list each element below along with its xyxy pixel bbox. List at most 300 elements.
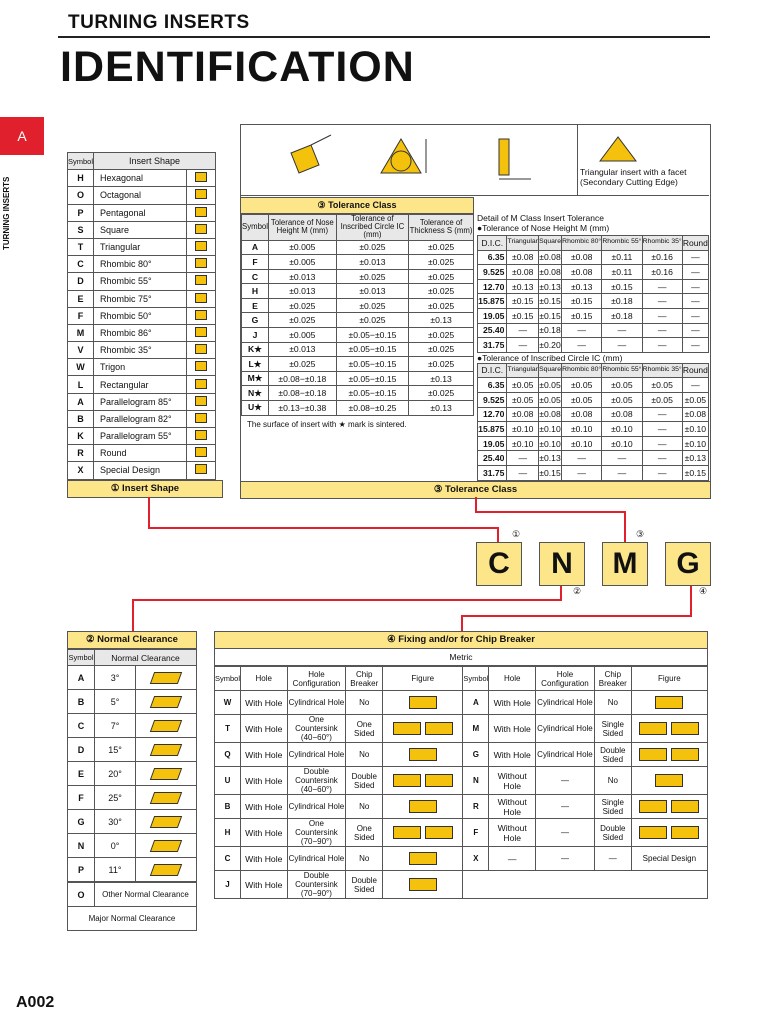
shape-symbol: O bbox=[68, 187, 94, 204]
tolerance-cell: ±0.013 bbox=[269, 342, 337, 357]
symbol-o: O bbox=[68, 883, 95, 907]
insert-shape-icon bbox=[195, 241, 207, 251]
section-tab[interactable]: A bbox=[0, 117, 44, 155]
shape-icon bbox=[187, 187, 216, 204]
table-row bbox=[68, 204, 216, 221]
shape-icon bbox=[187, 170, 216, 187]
detail-cell: ±0.15 bbox=[539, 465, 562, 480]
tolerance-symbol: E bbox=[242, 298, 269, 313]
clearance-symbol: A bbox=[68, 666, 95, 690]
table-row bbox=[68, 170, 216, 187]
tolerance-cell: ±0.025 bbox=[336, 240, 409, 255]
fixing-cell: Cylindrical Hole bbox=[536, 691, 595, 715]
col-symbol: Symbol bbox=[463, 667, 489, 691]
clearance-angle-icon bbox=[150, 840, 182, 852]
fixing-cell: Cylindrical Hole bbox=[287, 795, 346, 819]
col-hole-config: Hole Configuration bbox=[536, 667, 595, 691]
detail-cell: ±0.05 bbox=[602, 378, 642, 393]
table-row bbox=[478, 407, 709, 422]
table-row bbox=[68, 273, 216, 290]
insert-shape-icon bbox=[195, 379, 207, 389]
table-row bbox=[242, 342, 474, 357]
insert-profile-icon bbox=[393, 774, 421, 787]
table-row bbox=[68, 834, 197, 858]
metric-label: Metric bbox=[214, 649, 708, 666]
tolerance-cell: ±0.013 bbox=[336, 284, 409, 299]
detail-cell: ±0.05 bbox=[562, 392, 602, 407]
table-row bbox=[68, 221, 216, 238]
table-row bbox=[68, 462, 216, 479]
col-insert-shape: Insert Shape bbox=[94, 153, 216, 170]
fixing-cell: One Countersink (70−90°) bbox=[287, 819, 346, 847]
detail-cell: ±0.15 bbox=[602, 279, 642, 294]
table-row bbox=[68, 359, 216, 376]
table-row bbox=[68, 762, 197, 786]
insert-profile-icon bbox=[639, 722, 667, 735]
fixing-cell: No bbox=[346, 743, 383, 767]
tolerance-cell: ±0.13 bbox=[409, 313, 474, 328]
tolerance-cell: ±0.13 bbox=[409, 371, 474, 386]
fixing-cell: With Hole bbox=[489, 691, 536, 715]
fixing-cell: — bbox=[536, 795, 595, 819]
clearance-angle: 11° bbox=[95, 858, 136, 882]
col-hole: Hole bbox=[241, 667, 288, 691]
fixing-cell: With Hole bbox=[241, 767, 288, 795]
detail-cell: ±0.11 bbox=[602, 250, 642, 265]
fixing-cell: Q bbox=[215, 743, 241, 767]
insert-shape-icon bbox=[195, 361, 207, 371]
col-hole: Hole bbox=[489, 667, 536, 691]
detail-cell: 9.525 bbox=[478, 265, 507, 280]
tolerance-cell: ±0.08−±0.18 bbox=[269, 386, 337, 401]
clearance-extra-table bbox=[67, 882, 197, 931]
fixing-cell: Without Hole bbox=[489, 795, 536, 819]
insert-profile-icon bbox=[409, 800, 437, 813]
fixing-cell: Without Hole bbox=[489, 819, 536, 847]
shape-name: Special Design bbox=[94, 462, 187, 479]
fixing-cell: No bbox=[346, 691, 383, 715]
connector-line bbox=[132, 599, 134, 631]
shape-symbol: X bbox=[68, 462, 94, 479]
clearance-angle: 3° bbox=[95, 666, 136, 690]
detail-cell: — bbox=[682, 378, 708, 393]
fixing-panel bbox=[214, 631, 708, 899]
fixing-figure bbox=[631, 743, 707, 767]
shape-name: Parallelogram 85° bbox=[94, 393, 187, 410]
tolerance-cell: ±0.025 bbox=[409, 240, 474, 255]
insert-profile-icon bbox=[393, 826, 421, 839]
tolerance-cell: ±0.025 bbox=[336, 269, 409, 284]
tolerance-cell: ±0.025 bbox=[409, 298, 474, 313]
detail-cell: ±0.08 bbox=[507, 250, 539, 265]
fixing-cell: X bbox=[463, 847, 489, 871]
tolerance-top-rule bbox=[241, 195, 709, 196]
tolerance-symbol: L★ bbox=[242, 357, 269, 372]
detail-cell: 31.75 bbox=[478, 338, 507, 353]
fixing-cell: A bbox=[463, 691, 489, 715]
col-hole-config: Hole Configuration bbox=[287, 667, 346, 691]
clearance-figure bbox=[136, 858, 197, 882]
fixing-cell: — bbox=[536, 847, 595, 871]
detail-cell: ±0.05 bbox=[682, 392, 708, 407]
shape-symbol: C bbox=[68, 256, 94, 273]
clearance-angle-icon bbox=[150, 792, 182, 804]
tolerance-cell: ±0.005 bbox=[269, 328, 337, 343]
tolerance-cell: ±0.025 bbox=[409, 284, 474, 299]
clearance-figure bbox=[136, 786, 197, 810]
tolerance-symbol: G bbox=[242, 313, 269, 328]
insert-shape-icon bbox=[195, 327, 207, 337]
normal-clearance-panel bbox=[67, 631, 197, 931]
detail-header: Round bbox=[682, 363, 708, 378]
fixing-figure bbox=[631, 691, 707, 715]
detail-cell: 9.525 bbox=[478, 392, 507, 407]
fixing-cell: No bbox=[346, 795, 383, 819]
sintered-note: The surface of insert with ★ mark is sintered. bbox=[247, 419, 407, 429]
fixing-cell: Double Sided bbox=[594, 743, 631, 767]
table-row bbox=[68, 342, 216, 359]
fixing-cell: M bbox=[463, 715, 489, 743]
fixing-cell: Cylindrical Hole bbox=[536, 743, 595, 767]
tolerance-symbol: J bbox=[242, 328, 269, 343]
page-number: A002 bbox=[16, 994, 55, 1011]
code-letter-1: C bbox=[476, 542, 522, 586]
tolerance-cell: ±0.05−±0.15 bbox=[336, 357, 409, 372]
detail-cell: 6.35 bbox=[478, 250, 507, 265]
fixing-cell: — bbox=[536, 767, 595, 795]
table-row bbox=[68, 445, 216, 462]
table-row bbox=[478, 378, 709, 393]
shape-symbol: F bbox=[68, 307, 94, 324]
major-clearance: Major Normal Clearance bbox=[68, 907, 197, 931]
shape-symbol: L bbox=[68, 376, 94, 393]
insert-shape-icon bbox=[195, 447, 207, 457]
clearance-angle-icon bbox=[150, 864, 182, 876]
clearance-figure bbox=[136, 834, 197, 858]
connector-line bbox=[148, 497, 150, 527]
detail-cell: 12.70 bbox=[478, 407, 507, 422]
detail-cell: 25.40 bbox=[478, 323, 507, 338]
shape-name: Rhombic 80° bbox=[94, 256, 187, 273]
table-row bbox=[68, 376, 216, 393]
tolerance-cell: ±0.05−±0.15 bbox=[336, 371, 409, 386]
fixing-table bbox=[214, 666, 708, 899]
fixing-cell: With Hole bbox=[241, 795, 288, 819]
fixing-figure bbox=[383, 691, 463, 715]
detail-cell: — bbox=[642, 279, 682, 294]
fixing-cell: With Hole bbox=[489, 743, 536, 767]
detail-header: Rhombic 35° bbox=[642, 236, 682, 251]
shape-symbol: S bbox=[68, 221, 94, 238]
detail-cell: 15.875 bbox=[478, 422, 507, 437]
shape-name: Hexagonal bbox=[94, 170, 187, 187]
insert-shape-icon bbox=[195, 464, 207, 474]
fixing-cell: H bbox=[215, 819, 241, 847]
detail-cell: 19.05 bbox=[478, 308, 507, 323]
fixing-figure bbox=[631, 819, 707, 847]
insert-profile-icon bbox=[409, 878, 437, 891]
fixing-cell: Double Sided bbox=[594, 819, 631, 847]
fixing-cell: Without Hole bbox=[489, 767, 536, 795]
table-row bbox=[478, 465, 709, 480]
detail-cell: ±0.15 bbox=[682, 465, 708, 480]
clearance-symbol: G bbox=[68, 810, 95, 834]
table-row bbox=[242, 386, 474, 401]
table-row bbox=[68, 290, 216, 307]
connector-line bbox=[475, 511, 625, 513]
detail-header: Rhombic 80° bbox=[562, 363, 602, 378]
shape-symbol: V bbox=[68, 342, 94, 359]
col-thickness: Tolerance of Thickness S (mm) bbox=[409, 215, 474, 241]
insert-profile-icon bbox=[639, 800, 667, 813]
detail-cell: — bbox=[507, 338, 539, 353]
table-row bbox=[242, 401, 474, 416]
detail-cell: ±0.10 bbox=[539, 422, 562, 437]
fixing-cell: Cylindrical Hole bbox=[287, 743, 346, 767]
col-symbol: Symbol bbox=[242, 215, 269, 241]
detail-header: Rhombic 80° bbox=[562, 236, 602, 251]
shape-icon bbox=[187, 462, 216, 479]
detail-cell: — bbox=[602, 451, 642, 466]
shape-icon bbox=[187, 273, 216, 290]
table-row bbox=[242, 371, 474, 386]
fixing-figure bbox=[383, 715, 463, 743]
table-row bbox=[242, 298, 474, 313]
nose-title: ●Tolerance of Nose Height M (mm) bbox=[477, 223, 610, 233]
insert-shape-icon bbox=[195, 430, 207, 440]
detail-cell: ±0.08 bbox=[682, 407, 708, 422]
fixing-title: ④ Fixing and/or for Chip Breaker bbox=[214, 631, 708, 649]
insert-profile-icon bbox=[639, 748, 667, 761]
tolerance-cell: ±0.005 bbox=[269, 255, 337, 270]
table-row bbox=[478, 436, 709, 451]
shape-symbol: M bbox=[68, 324, 94, 341]
fixing-cell: With Hole bbox=[241, 715, 288, 743]
table-row bbox=[478, 323, 709, 338]
clearance-angle: 30° bbox=[95, 810, 136, 834]
detail-header: Round bbox=[682, 236, 708, 251]
col-chip-breaker: Chip Breaker bbox=[346, 667, 383, 691]
detail-cell: ±0.15 bbox=[507, 294, 539, 309]
header-row bbox=[478, 236, 709, 251]
detail-cell: ±0.08 bbox=[562, 250, 602, 265]
tolerance-symbol: N★ bbox=[242, 386, 269, 401]
shape-icon bbox=[187, 376, 216, 393]
detail-cell: ±0.13 bbox=[562, 279, 602, 294]
fixing-figure: Special Design bbox=[631, 847, 707, 871]
insert-profile-icon bbox=[393, 722, 421, 735]
detail-cell: ±0.15 bbox=[562, 294, 602, 309]
col-symbol: Symbol bbox=[68, 153, 94, 170]
tolerance-cell: ±0.025 bbox=[269, 357, 337, 372]
code-letter-4: G bbox=[665, 542, 711, 586]
detail-cell: — bbox=[642, 465, 682, 480]
table-row bbox=[242, 269, 474, 284]
detail-cell: ±0.05 bbox=[602, 392, 642, 407]
detail-cell: 19.05 bbox=[478, 436, 507, 451]
detail-cell: ±0.08 bbox=[562, 265, 602, 280]
fixing-cell: U bbox=[215, 767, 241, 795]
facet-caption: Triangular insert with a facet (Secondary Cutting Edge) bbox=[580, 167, 687, 188]
insert-shape-icon bbox=[195, 189, 207, 199]
detail-cell: ±0.16 bbox=[642, 265, 682, 280]
fixing-cell: With Hole bbox=[241, 847, 288, 871]
clearance-symbol: N bbox=[68, 834, 95, 858]
detail-cell: — bbox=[562, 465, 602, 480]
clearance-symbol: P bbox=[68, 858, 95, 882]
table-row bbox=[68, 238, 216, 255]
detail-cell: ±0.10 bbox=[602, 422, 642, 437]
tolerance-symbol: A bbox=[242, 240, 269, 255]
tolerance-cell: ±0.05−±0.15 bbox=[336, 342, 409, 357]
table-row bbox=[478, 265, 709, 280]
clearance-angle: 20° bbox=[95, 762, 136, 786]
fixing-cell: Double Sided bbox=[346, 871, 383, 899]
insert-shape-icon bbox=[195, 413, 207, 423]
clearance-angle: 5° bbox=[95, 690, 136, 714]
tolerance-symbol: H bbox=[242, 284, 269, 299]
table-row bbox=[215, 847, 708, 871]
detail-cell: ±0.05 bbox=[562, 378, 602, 393]
detail-cell: 15.875 bbox=[478, 294, 507, 309]
tolerance-cell: ±0.05−±0.15 bbox=[336, 386, 409, 401]
clearance-angle: 15° bbox=[95, 738, 136, 762]
table-row bbox=[68, 393, 216, 410]
shape-symbol: A bbox=[68, 393, 94, 410]
clearance-angle: 7° bbox=[95, 714, 136, 738]
detail-cell: — bbox=[642, 407, 682, 422]
nose-height-table bbox=[477, 235, 709, 353]
detail-header: D.I.C. bbox=[478, 363, 507, 378]
fixing-cell: — bbox=[536, 819, 595, 847]
shape-symbol: D bbox=[68, 273, 94, 290]
tolerance-cell: ±0.025 bbox=[336, 298, 409, 313]
table-row bbox=[478, 338, 709, 353]
table-row bbox=[215, 743, 708, 767]
tolerance-cell: ±0.005 bbox=[269, 240, 337, 255]
connector-line bbox=[497, 527, 499, 543]
col-normal-clearance: Normal Clearance bbox=[95, 650, 197, 666]
table-row bbox=[68, 690, 197, 714]
connector-line bbox=[461, 615, 463, 631]
detail-header: Rhombic 55° bbox=[602, 363, 642, 378]
insert-profile-icon bbox=[671, 826, 699, 839]
detail-cell: ±0.20 bbox=[539, 338, 562, 353]
detail-cell: ±0.10 bbox=[539, 436, 562, 451]
insert-profile-icon bbox=[409, 696, 437, 709]
tolerance-cell: ±0.025 bbox=[409, 328, 474, 343]
shape-name: Round bbox=[94, 445, 187, 462]
tolerance-panel bbox=[240, 124, 711, 499]
detail-header: Rhombic 35° bbox=[642, 363, 682, 378]
table-row bbox=[68, 714, 197, 738]
clearance-angle-icon bbox=[150, 720, 182, 732]
insert-shape-icon bbox=[195, 172, 207, 182]
fixing-cell: Double Countersink (70−90°) bbox=[287, 871, 346, 899]
tolerance-symbol: C bbox=[242, 269, 269, 284]
detail-cell: ±0.11 bbox=[602, 265, 642, 280]
detail-cell: ±0.16 bbox=[642, 250, 682, 265]
facet-cell bbox=[577, 125, 710, 195]
fixing-cell: Double Countersink (40−60°) bbox=[287, 767, 346, 795]
detail-cell: ±0.15 bbox=[507, 308, 539, 323]
insert-profile-icon bbox=[671, 722, 699, 735]
fixing-cell: Single Sided bbox=[594, 795, 631, 819]
detail-cell: ±0.05 bbox=[642, 378, 682, 393]
shape-symbol: H bbox=[68, 170, 94, 187]
detail-header: Triangular bbox=[507, 236, 539, 251]
connector-line bbox=[475, 497, 477, 511]
insert-shape-icon bbox=[195, 224, 207, 234]
detail-cell: — bbox=[642, 308, 682, 323]
shape-symbol: E bbox=[68, 290, 94, 307]
shape-icon bbox=[187, 238, 216, 255]
table-row bbox=[68, 738, 197, 762]
tolerance-symbol: K★ bbox=[242, 342, 269, 357]
detail-cell: — bbox=[642, 294, 682, 309]
shape-name: Octagonal bbox=[94, 187, 187, 204]
insert-shape-panel bbox=[67, 152, 223, 498]
fixing-cell: T bbox=[215, 715, 241, 743]
fixing-cell: C bbox=[215, 847, 241, 871]
clearance-angle: 25° bbox=[95, 786, 136, 810]
fixing-cell: F bbox=[463, 819, 489, 847]
tolerance-symbol: U★ bbox=[242, 401, 269, 416]
fixing-figure bbox=[383, 819, 463, 847]
shape-name: Rhombic 50° bbox=[94, 307, 187, 324]
fixing-figure bbox=[383, 871, 463, 899]
shape-icon bbox=[187, 410, 216, 427]
tolerance-class-table bbox=[241, 214, 474, 416]
table-row bbox=[215, 715, 708, 743]
code-number-3: ③ bbox=[636, 529, 645, 539]
detail-cell: ±0.05 bbox=[507, 392, 539, 407]
clearance-angle: 0° bbox=[95, 834, 136, 858]
detail-cell: — bbox=[507, 451, 539, 466]
detail-cell: ±0.13 bbox=[682, 451, 708, 466]
insert-shape-icon bbox=[195, 344, 207, 354]
connector-line bbox=[148, 527, 498, 529]
inscribed-circle-table bbox=[477, 363, 709, 481]
detail-cell: ±0.08 bbox=[539, 407, 562, 422]
table-row bbox=[478, 308, 709, 323]
detail-cell: — bbox=[642, 323, 682, 338]
table-row bbox=[242, 284, 474, 299]
side-label: TURNING INSERTS bbox=[2, 176, 11, 250]
connector-line bbox=[132, 599, 562, 601]
tolerance-cell: ±0.025 bbox=[409, 342, 474, 357]
shape-icon bbox=[187, 204, 216, 221]
insert-profile-icon bbox=[425, 774, 453, 787]
tolerance-cell: ±0.13−±0.38 bbox=[269, 401, 337, 416]
shape-name: Square bbox=[94, 221, 187, 238]
detail-header: Square bbox=[539, 236, 562, 251]
clearance-symbol: C bbox=[68, 714, 95, 738]
detail-cell: ±0.18 bbox=[602, 294, 642, 309]
detail-cell: — bbox=[642, 436, 682, 451]
detail-cell: — bbox=[682, 308, 708, 323]
normal-clearance-table bbox=[67, 649, 197, 882]
table-row bbox=[215, 767, 708, 795]
fixing-cell: With Hole bbox=[241, 819, 288, 847]
page-title: IDENTIFICATION bbox=[60, 43, 415, 91]
facet-triangle-icon bbox=[598, 135, 638, 163]
table-row bbox=[478, 279, 709, 294]
fixing-cell: One Sided bbox=[346, 715, 383, 743]
detail-cell: — bbox=[682, 338, 708, 353]
ic-title: ●Tolerance of Inscribed Circle IC (mm) bbox=[477, 352, 623, 363]
shape-icon bbox=[187, 221, 216, 238]
